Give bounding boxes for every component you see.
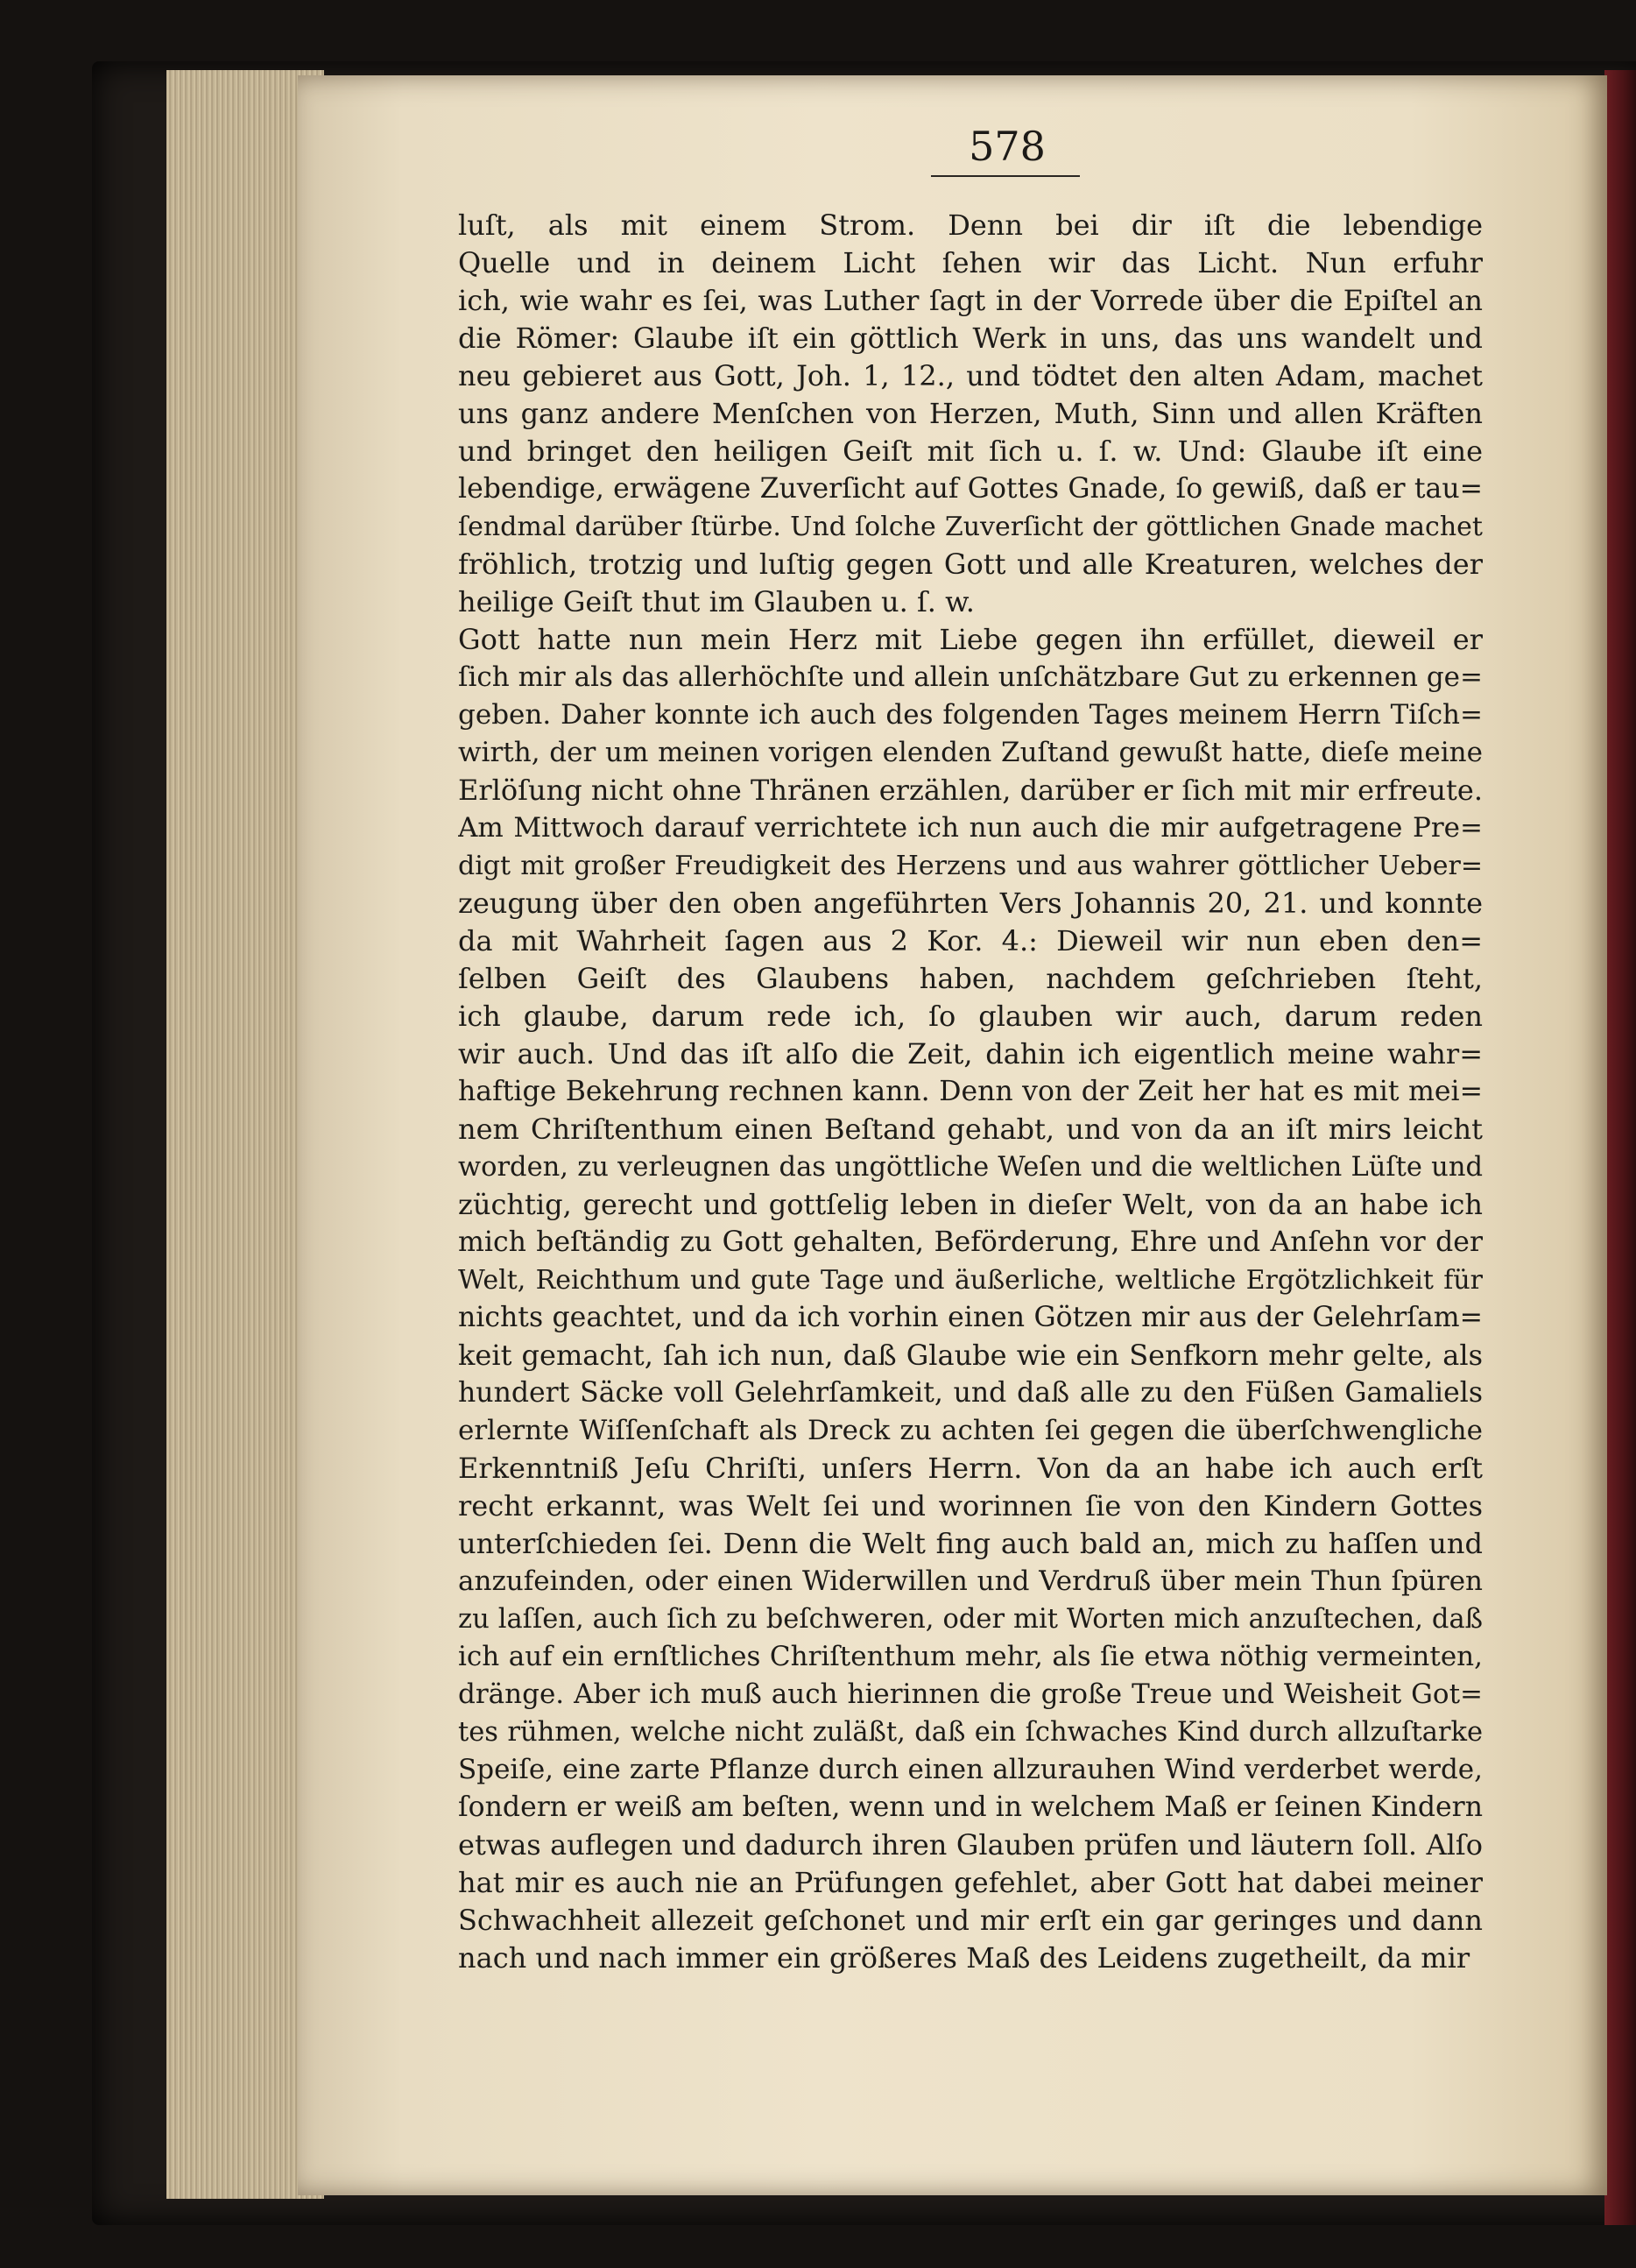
text-line: züchtig, gerecht und gottſelig leben in dieſer Welt, von da an habe ich <box>458 1188 1483 1221</box>
text-line: nichts geachtet, und da ich vorhin einen Götzen mir aus der Gelehrſam= <box>458 1302 1483 1333</box>
text-line: luſt, als mit einem Strom. Denn bei dir iſt die lebendige <box>458 208 1483 242</box>
text-line: unterſchieden ſei. Denn die Welt fing auch bald an, mich zu haſſen und <box>458 1527 1483 1560</box>
text-line: ſelben Geiſt des Glaubens haben, nachdem geſchrieben ſteht, <box>458 962 1483 995</box>
text-line: ſich mir als das allerhöchſte und allein unſchätzbare Gut zu erkennen ge= <box>458 661 1483 693</box>
text-line: ich, wie wahr es ſei, was Luther ſagt in der Vorrede über die Epiſtel an <box>458 284 1483 317</box>
text-line: Speiſe, eine zarte Pflanze durch einen allzurauhen Wind verderbet werde, <box>458 1754 1483 1785</box>
text-line: tes rühmen, welche nicht zuläßt, daß ein ſchwaches Kind durch allzuſtarke <box>458 1717 1483 1748</box>
text-line: uns ganz andere Menſchen von Herzen, Muth, Sinn und allen Kräften <box>458 397 1483 430</box>
text-line: etwas auflegen und dadurch ihren Glauben prüfen und läutern ſoll. Alſo <box>458 1828 1483 1862</box>
text-line: wirth, der um meinen vorigen elenden Zuſtand gewußt hatte, dieſe meine <box>458 737 1483 768</box>
text-line: anzufeinden, oder einen Widerwillen und Verdruß über mein Thun ſpüren <box>458 1565 1483 1597</box>
text-line: erlernte Wiſſenſchaft als Dreck zu achten ſei gegen die überſchwengliche <box>458 1415 1483 1446</box>
text-line: Schwachheit allezeit geſchonet und mir erſt ein gar geringes und dann <box>458 1904 1483 1937</box>
text-line: ſondern er weiß am beſten, wenn und in welchem Maß er ſeinen Kindern <box>458 1791 1483 1823</box>
text-line: Erlöſung nicht ohne Thränen erzählen, darüber er ſich mit mir erfreute. <box>458 774 1483 807</box>
text-line: dränge. Aber ich muß auch hierinnen die große Treue und Weisheit Got= <box>458 1678 1483 1710</box>
body-text <box>458 207 1483 1977</box>
text-line: neu gebieret aus Gott, Joh. 1, 12., und tödtet den alten Adam, machet <box>458 359 1483 392</box>
text-line: Am Mittwoch darauf verrichtete ich nun auch die mir aufgetragene Pre= <box>458 812 1483 844</box>
text-line: keit gemacht, ſah ich nun, daß Glaube wie ein Senfkorn mehr gelte, als <box>458 1339 1483 1372</box>
text-line: wir auch. Und das iſt alſo die Zeit, dahin ich eigentlich meine wahr= <box>458 1037 1483 1070</box>
text-line: hundert Säcke voll Gelehrſamkeit, und daß alle zu den Füßen Gamaliels <box>458 1377 1483 1409</box>
text-line: da mit Wahrheit ſagen aus 2 Kor. 4.: Dieweil wir nun eben den= <box>458 924 1483 957</box>
text-line: zu laſſen, auch ſich zu beſchweren, oder mit Worten mich anzuſtechen, daß <box>458 1604 1483 1635</box>
text-line: recht erkannt, was Welt ſei und worinnen ſie von den Kindern Gottes <box>458 1489 1483 1523</box>
text-line: digt mit großer Freudigkeit des Herzens und aus wahrer göttlicher Ueber= <box>458 851 1483 881</box>
header-rule <box>931 175 1080 177</box>
text-line: hat mir es auch nie an Prüfungen gefehlet, aber Gott hat dabei meiner <box>458 1866 1483 1899</box>
text-line: ich auf ein ernſtliches Chriſtenthum mehr, als ſie etwa nöthig vermeinten, <box>458 1641 1483 1672</box>
text-line: die Römer: Glaube iſt ein göttlich Werk in uns, das uns wandelt und <box>458 321 1483 355</box>
text-line: nem Chriſtenthum einen Beſtand gehabt, und von da an iſt mirs leicht <box>458 1113 1483 1146</box>
text-line: fröhlich, trotzig und luſtig gegen Gott und alle Kreaturen, welches der <box>458 548 1483 581</box>
book-cover-edge <box>1604 70 1636 2225</box>
text-line: heilige Geiſt thut im Glauben u. ſ. w. <box>458 585 975 618</box>
text-line: Gott hatte nun mein Herz mit Liebe gegen ihn erfüllet, dieweil er <box>458 623 1483 656</box>
text-line: worden, zu verleugnen das ungöttliche Weſen und die weltlichen Lüſte und <box>458 1152 1483 1183</box>
text-line: Quelle und in deinem Licht ſehen wir das Licht. Nun erfuhr <box>458 246 1483 279</box>
text-line: und bringet den heiligen Geiſt mit ſich u. ſ. w. Und: Glaube iſt eine <box>458 435 1483 468</box>
text-line: zeugung über den oben angeführten Vers Johannis 20, 21. und konnte <box>458 887 1483 920</box>
page-number: 578 <box>969 123 1046 170</box>
text-line: mich beſtändig zu Gott gehalten, Beförderung, Ehre und Anſehn vor der <box>458 1226 1483 1258</box>
text-line: geben. Daher konnte ich auch des folgenden Tages meinem Herrn Tiſch= <box>458 699 1483 731</box>
text-line: Erkenntniß Jeſu Chriſti, unſers Herrn. Von da an habe ich auch erſt <box>458 1452 1483 1485</box>
text-line: ſendmal darüber ſtürbe. Und ſolche Zuverſicht der göttlichen Gnade machet <box>458 512 1483 542</box>
text-line: Welt, Reichthum und gute Tage und äußerliche, weltliche Ergötzlichkeit für <box>458 1265 1483 1296</box>
text-line: nach und nach immer ein größeres Maß des Leidens zugetheilt, da mir <box>458 1941 1470 1975</box>
text-line: ich glaube, darum rede ich, ſo glauben wir auch, darum reden <box>458 1000 1483 1033</box>
text-line: lebendige, erwägene Zuverſicht auf Gottes Gnade, ſo gewiß, daß er tau= <box>458 473 1483 505</box>
text-line: haftige Bekehrung rechnen kann. Denn von der Zeit her hat es mit mei= <box>458 1076 1483 1107</box>
